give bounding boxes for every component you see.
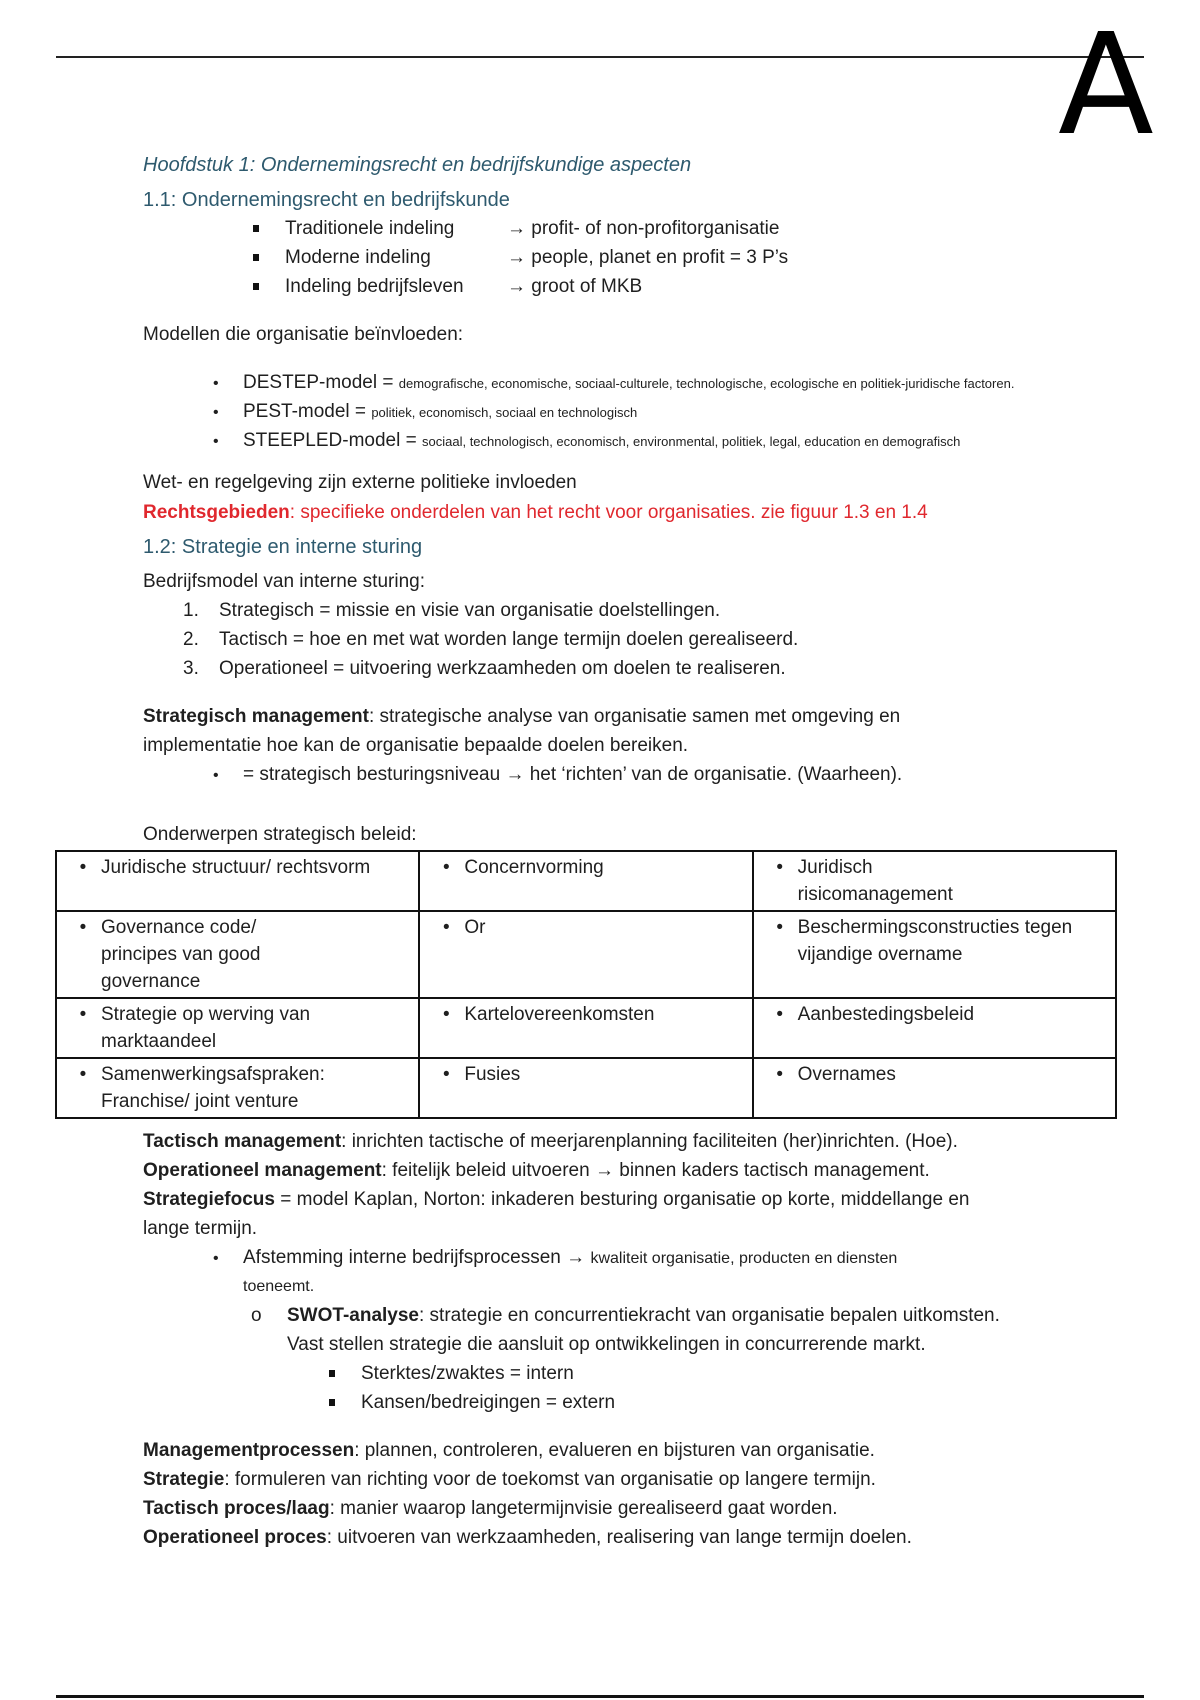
term: Operationeel management xyxy=(143,1160,382,1181)
operationeel-management xyxy=(143,1156,930,1185)
list-item xyxy=(253,214,779,243)
table-cell xyxy=(56,1058,419,1118)
definition: : inrichten tactische of meerjarenplanning faciliteiten (her)inrichten. (Hoe). xyxy=(341,1131,958,1152)
item-value: groot of MKB xyxy=(531,276,643,297)
level-item xyxy=(183,596,720,625)
bullet-icon: • xyxy=(79,1004,87,1025)
cell-text: Fusies xyxy=(464,1064,521,1085)
square-bullet-icon xyxy=(329,1363,361,1384)
cell-text: Beschermingsconstructies tegen vijandige overname xyxy=(797,917,1073,965)
tactisch-management xyxy=(143,1127,958,1156)
strategisch-management-line1 xyxy=(143,702,900,731)
item-value: people, planet en profit = 3 P’s xyxy=(531,247,789,268)
bottom-rule xyxy=(56,1695,1144,1698)
definition: = model Kaplan, Norton: inkaderen besturing organisatie op korte, middellange en xyxy=(274,1189,970,1210)
section-1-1-title: 1.1: Ondernemingsrecht en bedrijfskunde xyxy=(143,189,510,211)
strategiefocus-line2: lange termijn. xyxy=(143,1218,258,1239)
bullet-icon: • xyxy=(213,433,219,450)
bullet-icon: • xyxy=(443,1004,450,1025)
definition: : strategische analyse van organisatie samen met omgeving en xyxy=(368,706,901,727)
square-bullet-icon xyxy=(253,247,285,268)
arrow-icon: → xyxy=(507,247,526,268)
table-cell xyxy=(753,851,1116,911)
table-cell xyxy=(419,1058,752,1118)
topics-intro: Onderwerpen strategisch beleid: xyxy=(143,824,417,845)
level-text: Tactisch = hoe en met wat worden lange termijn doelen gerealiseerd. xyxy=(219,629,799,650)
bullet-icon: • xyxy=(213,1250,219,1267)
models-intro: Modellen die organisatie beïnvloeden: xyxy=(143,324,464,345)
process-line xyxy=(143,1465,876,1494)
item-text: Afstemming interne bedrijfsprocessen → xyxy=(243,1247,591,1268)
section-1-2-title: 1.2: Strategie en interne sturing xyxy=(143,536,423,558)
table-cell xyxy=(56,998,419,1058)
cell-text: Samenwerkingsafspraken: Franchise/ joint venture xyxy=(101,1064,325,1112)
list-item xyxy=(329,1388,615,1417)
level-item xyxy=(183,654,786,683)
model-desc: demografische, economische, sociaal-culturele, technologische, ecologische en politiek-juridische factoren. xyxy=(398,376,1015,391)
item-text: Kansen/bedreigingen = extern xyxy=(361,1392,616,1413)
strategiefocus-line1 xyxy=(143,1185,969,1214)
model-desc: politiek, economisch, sociaal en technologisch xyxy=(371,405,638,420)
cell-text: Concernvorming xyxy=(464,857,604,878)
bullet-icon: • xyxy=(443,1064,450,1085)
square-bullet-icon xyxy=(253,218,285,239)
swot-item xyxy=(251,1301,1000,1330)
item-label: Traditionele indeling xyxy=(285,218,455,239)
table-cell xyxy=(753,1058,1116,1118)
arrow-icon: → xyxy=(507,218,526,239)
table-row xyxy=(56,998,1116,1058)
swot-line2: Vast stellen strategie die aansluit op ontwikkelingen in concurrerende markt. xyxy=(287,1334,926,1355)
model-name: STEEPLED-model = xyxy=(243,430,417,451)
table-cell xyxy=(753,911,1116,998)
definition: : plannen, controleren, evalueren en bijsturen van organisatie. xyxy=(354,1440,875,1461)
level-number: 1. xyxy=(183,600,199,621)
definition: : formuleren van richting voor de toekomst van organisatie op langere termijn. xyxy=(224,1469,876,1490)
term: Tactisch management xyxy=(143,1131,342,1152)
process-line xyxy=(143,1494,838,1523)
cell-text: Governance code/ principes van good governance xyxy=(101,917,261,992)
term: SWOT-analyse xyxy=(287,1305,419,1326)
item-label: Moderne indeling xyxy=(285,247,431,268)
rechtsgebieden-text: : specifieke onderdelen van het recht voor organisaties. zie figuur 1.3 en 1.4 xyxy=(289,502,928,523)
term: Strategiefocus xyxy=(143,1189,275,1210)
item-text: = strategisch besturingsniveau → het ‘richten’ van de organisatie. (Waarheen). xyxy=(243,764,903,785)
strategisch-management-line2: implementatie hoe kan de organisatie bepaalde doelen bereiken. xyxy=(143,735,689,756)
bullet-icon: • xyxy=(776,1064,783,1085)
model-desc: sociaal, technologisch, economisch, environmental, politiek, legal, education en demografisch xyxy=(422,434,961,449)
topics-table xyxy=(55,850,1117,1119)
list-item xyxy=(253,272,642,301)
bullet-icon: • xyxy=(776,1004,783,1025)
page-letter-marker: A xyxy=(1058,4,1154,167)
bullet-icon: • xyxy=(79,917,87,938)
level-text: Operationeel = uitvoering werkzaamheden om doelen te realiseren. xyxy=(219,658,786,679)
bullet-icon: • xyxy=(443,857,450,878)
cell-text: Juridische structuur/ rechtsvorm xyxy=(101,857,371,878)
term: Operationeel proces xyxy=(143,1527,327,1548)
list-item xyxy=(253,243,788,272)
bullet-icon: • xyxy=(776,857,783,878)
list-item-continuation: toeneemt. xyxy=(243,1278,315,1295)
term: Strategie xyxy=(143,1469,225,1490)
item-text-small: kwaliteit organisatie, producten en diensten xyxy=(590,1250,898,1267)
chapter-title: Hoofdstuk 1: Ondernemingsrecht en bedrijfskundige aspecten xyxy=(143,154,692,176)
cell-text: Aanbestedingsbeleid xyxy=(797,1004,975,1025)
top-rule xyxy=(56,56,1144,58)
list-item xyxy=(213,1243,897,1273)
process-line xyxy=(143,1523,912,1552)
list-item xyxy=(213,760,902,790)
bullet-icon: • xyxy=(443,917,450,938)
definition: : strategie en concurrentiekracht van organisatie bepalen uitkomsten. xyxy=(419,1305,1000,1326)
table-row xyxy=(56,851,1116,911)
circle-bullet-icon: o xyxy=(251,1305,262,1326)
item-text: Sterktes/zwaktes = intern xyxy=(361,1363,574,1384)
square-bullet-icon xyxy=(253,276,285,297)
model-item xyxy=(213,426,960,456)
bullet-icon: • xyxy=(213,375,219,392)
bullet-icon: • xyxy=(213,767,219,784)
level-number: 3. xyxy=(183,658,199,679)
definition: : uitvoeren van werkzaamheden, realisering van lange termijn doelen. xyxy=(326,1527,912,1548)
table-cell xyxy=(419,851,752,911)
table-cell xyxy=(753,998,1116,1058)
cell-text: Juridisch risicomanagement xyxy=(797,857,953,905)
model-name: DESTEP-model = xyxy=(243,372,394,393)
term: Tactisch proces/laag xyxy=(143,1498,330,1519)
bullet-icon: • xyxy=(79,857,87,878)
cell-text: Or xyxy=(464,917,486,938)
table-cell xyxy=(56,911,419,998)
cell-text: Kartelovereenkomsten xyxy=(464,1004,655,1025)
process-line xyxy=(143,1436,875,1465)
table-cell xyxy=(56,851,419,911)
rechtsgebieden-line xyxy=(143,498,928,527)
cell-text: Strategie op werving van marktaandeel xyxy=(101,1004,311,1052)
level-text: Strategisch = missie en visie van organisatie doelstellingen. xyxy=(219,600,721,621)
table-cell xyxy=(419,998,752,1058)
list-item xyxy=(329,1359,574,1388)
model-item xyxy=(213,397,637,427)
square-bullet-icon xyxy=(329,1392,361,1413)
table-row xyxy=(56,911,1116,998)
rechtsgebieden-term: Rechtsgebieden xyxy=(143,502,290,523)
interne-sturing-intro: Bedrijfsmodel van interne sturing: xyxy=(143,571,425,592)
definition: : feitelijk beleid uitvoeren → binnen kaders tactisch management. xyxy=(381,1160,930,1181)
cell-text: Overnames xyxy=(797,1064,896,1085)
model-name: PEST-model = xyxy=(243,401,367,422)
item-value: profit- of non-profitorganisatie xyxy=(531,218,780,239)
term: Managementprocessen xyxy=(143,1440,355,1461)
definition: : manier waarop langetermijnvisie gerealiseerd gaat worden. xyxy=(329,1498,838,1519)
table-cell xyxy=(419,911,752,998)
table-row xyxy=(56,1058,1116,1118)
model-item xyxy=(213,368,1014,398)
bullet-icon: • xyxy=(79,1064,87,1085)
level-item xyxy=(183,625,798,654)
wet-regelgeving-text: Wet- en regelgeving zijn externe politieke invloeden xyxy=(143,472,577,493)
item-label: Indeling bedrijfsleven xyxy=(285,276,464,297)
bullet-icon: • xyxy=(213,404,219,421)
level-number: 2. xyxy=(183,629,199,650)
term: Strategisch management xyxy=(143,706,369,727)
bullet-icon: • xyxy=(776,917,783,938)
arrow-icon: → xyxy=(507,276,526,297)
